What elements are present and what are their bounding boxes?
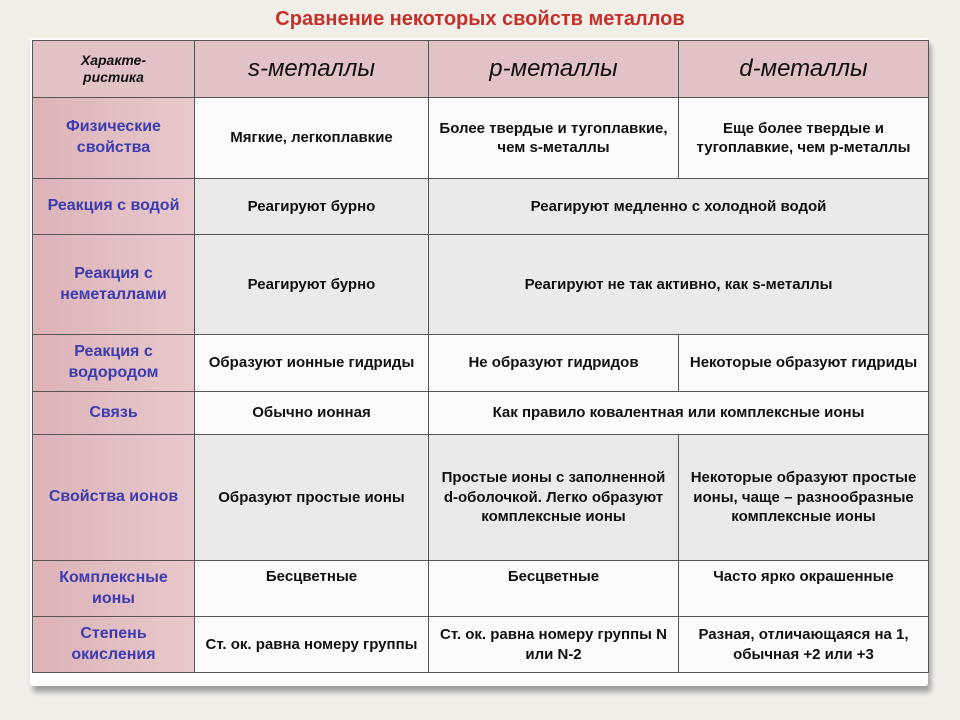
table-row	[33, 392, 929, 435]
cell-oxidation-d: Разная, отличающаяся на 1, обычная +2 или +3	[679, 617, 929, 673]
cell-ions-s: Образуют простые ионы	[195, 435, 429, 561]
cell-hydrogen-s: Образуют ионные гидриды	[195, 335, 429, 392]
row-label-nonmetals: Реакция с неметаллами	[33, 235, 195, 335]
cell-complex-s: Бесцветные	[195, 561, 429, 617]
table-row	[33, 561, 929, 617]
table-row	[33, 617, 929, 673]
cell-bond-pd: Как правило ковалентная или комплексные ионы	[429, 392, 929, 435]
table-row	[33, 235, 929, 335]
cell-complex-p: Бесцветные	[429, 561, 679, 617]
cell-oxidation-s: Ст. ок. равна номеру группы	[195, 617, 429, 673]
row-label-physical: Физические свойства	[33, 98, 195, 179]
table-row	[33, 98, 929, 179]
cell-ions-p: Простые ионы с заполненной d-оболочкой. Легко образуют комплексные ионы	[429, 435, 679, 561]
row-label-water: Реакция с водой	[33, 179, 195, 235]
header-row	[33, 41, 929, 98]
cell-hydrogen-d: Некоторые образуют гидриды	[679, 335, 929, 392]
row-label-bond: Связь	[33, 392, 195, 435]
table-row	[33, 179, 929, 235]
cell-oxidation-p: Ст. ок. равна номеру группы N или N-2	[429, 617, 679, 673]
table-row	[33, 435, 929, 561]
cell-nonmetals-pd: Реагируют не так активно, как s-металлы	[429, 235, 929, 335]
header-corner: Характе- ристика	[33, 41, 195, 98]
cell-water-s: Реагируют бурно	[195, 179, 429, 235]
cell-physical-s: Мягкие, легкоплавкие	[195, 98, 429, 179]
row-label-hydrogen: Реакция с водородом	[33, 335, 195, 392]
cell-nonmetals-s: Реагируют бурно	[195, 235, 429, 335]
cell-ions-d: Некоторые образуют простые ионы, чаще – разнообразные комплексные ионы	[679, 435, 929, 561]
header-p-metals: p-металлы	[429, 41, 679, 98]
comparison-table	[32, 40, 929, 673]
cell-physical-p: Более твердые и тугоплавкие, чем s-металлы	[429, 98, 679, 179]
cell-water-pd: Реагируют медленно с холодной водой	[429, 179, 929, 235]
row-label-oxidation: Степень окисления	[33, 617, 195, 673]
row-label-complex: Комплексные ионы	[33, 561, 195, 617]
header-s-metals: s-металлы	[195, 41, 429, 98]
cell-hydrogen-p: Не образуют гидридов	[429, 335, 679, 392]
cell-bond-s: Обычно ионная	[195, 392, 429, 435]
page-title: Сравнение некоторых свойств металлов	[275, 8, 685, 30]
cell-physical-d: Еще более твердые и тугоплавкие, чем p-металлы	[679, 98, 929, 179]
table-row	[33, 335, 929, 392]
header-d-metals: d-металлы	[679, 41, 929, 98]
row-label-ions: Свойства ионов	[33, 435, 195, 561]
cell-complex-d: Часто ярко окрашенные	[679, 561, 929, 617]
